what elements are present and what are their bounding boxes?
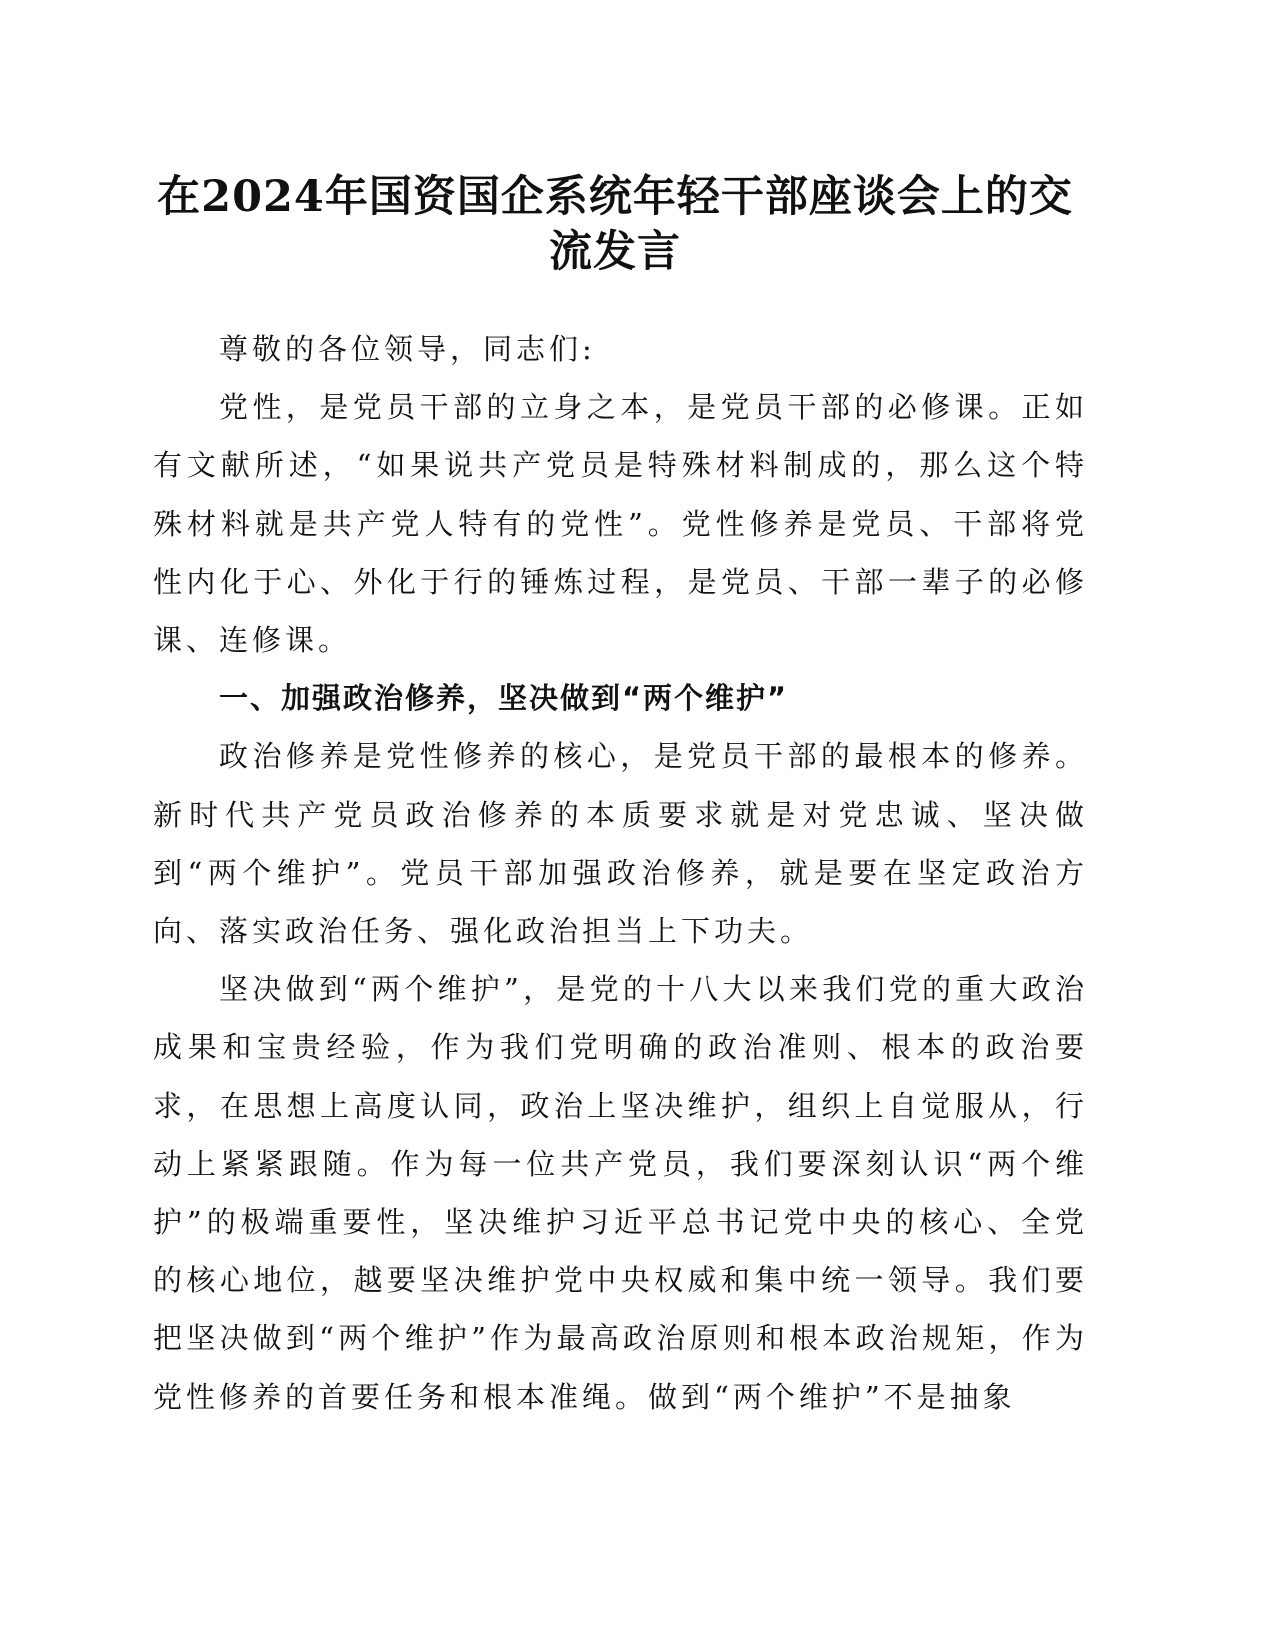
- section-heading: 一、加强政治修养，坚决做到“两个维护”: [219, 681, 789, 716]
- section-paragraph: 坚决做到“两个维护”，是党的十八大以来我们党的重大政治成果和宝贵经验，作为我们党明确的政治准则、根本的政治要求，在思想上高度认同，政治上坚决维护，组织上自觉服从，行动上紧紧跟随。作为每一位共产党员，我们要深刻认识“两个维护”的极端重要性，坚决维护习近平总书记党中央的核心、全党的核心地位，越要坚决维护党中央权威和集中统一领导。我们要把坚决做到“两个维护”作为最高政治原则和根本政治规矩，作为党性修养的首要任务和根本准绳。做到“两个维护”不是抽象: [153, 972, 1088, 1414]
- document-body: [153, 320, 1088, 1426]
- document-title: 在2024年国资国企系统年轻干部座谈会上的交流发言: [157, 172, 1073, 277]
- section-paragraph: 政治修养是党性修养的核心，是党员干部的最根本的修养。新时代共产党员政治修养的本质要求就是对党忠诚、坚决做到“两个维护”。党员干部加强政治修养，就是要在坚定政治方向、落实政治任务、强化政治担当上下功夫。: [153, 739, 1088, 949]
- intro-paragraph: 党性，是党员干部的立身之本，是党员干部的必修课。正如有文献所述，“如果说共产党员是特殊材料制成的，那么这个特殊材料就是共产党人特有的党性”。党性修养是党员、干部将党性内化于心、外化于行的锤炼过程，是党员、干部一辈子的必修课、连修课。: [153, 390, 1088, 658]
- salutation: 尊敬的各位领导，同志们:: [219, 332, 596, 366]
